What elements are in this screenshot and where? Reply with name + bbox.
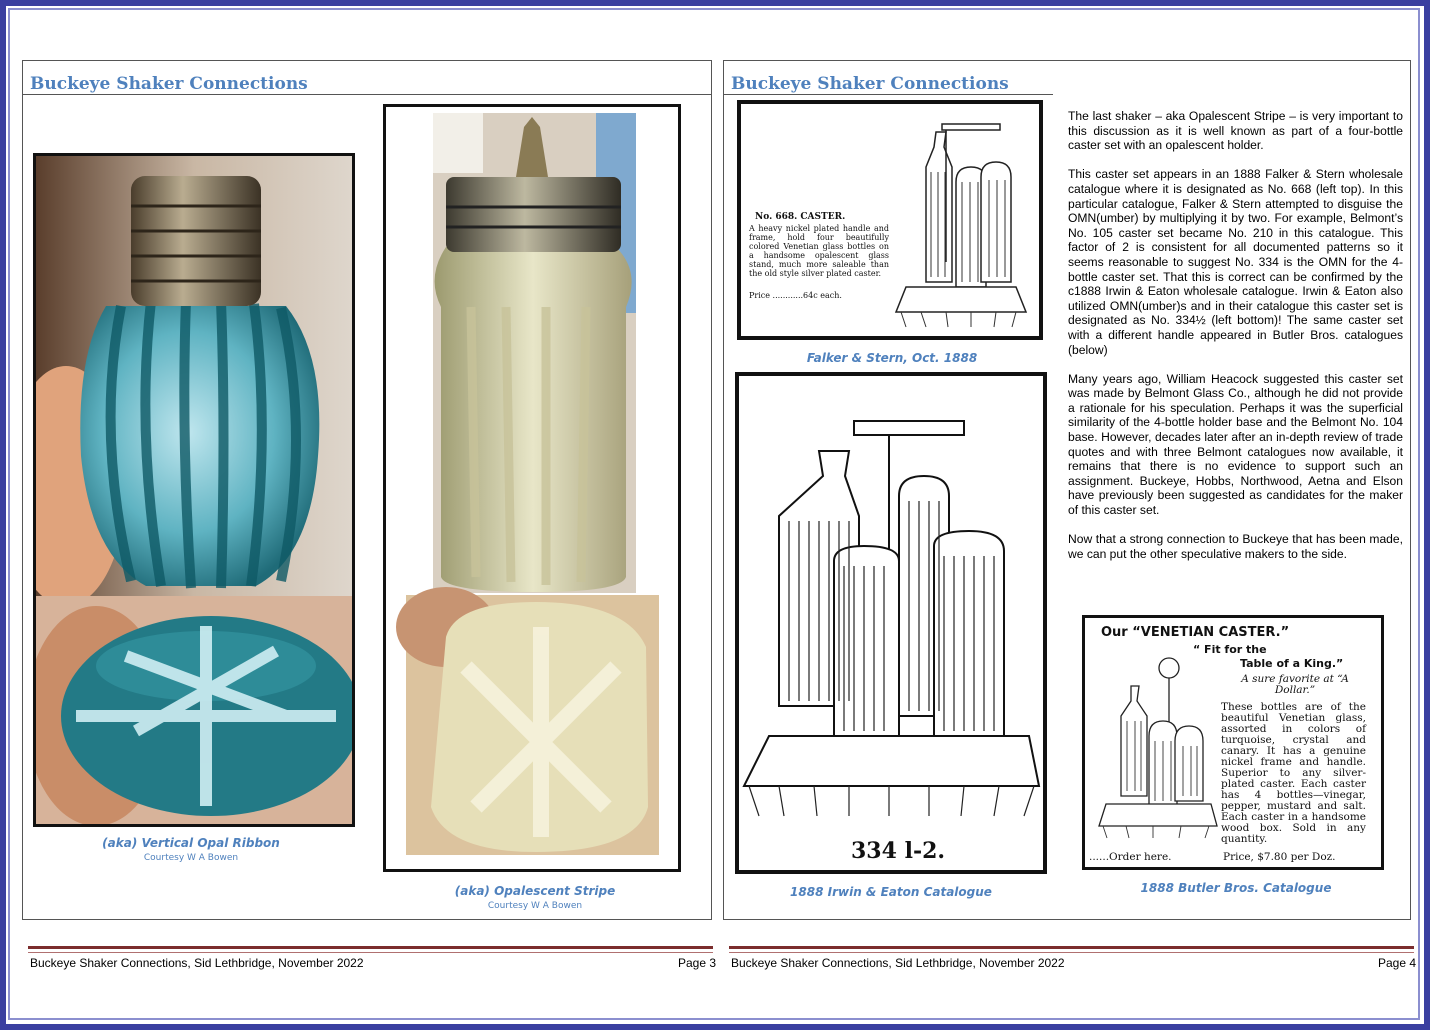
butler-bros-ad bbox=[1082, 615, 1384, 870]
butler-tagline: A sure favorite at “A Dollar.” bbox=[1241, 673, 1349, 696]
photo1-credit: Courtesy W A Bowen bbox=[143, 853, 239, 863]
left-footer-text: Buckeye Shaker Connections, Sid Lethbridge, November 2022 bbox=[30, 956, 364, 970]
irwin-number: 334 l-2. bbox=[851, 838, 946, 864]
right-footer-rule-thin bbox=[729, 952, 1414, 953]
left-header-rule bbox=[22, 94, 711, 95]
photo1-caption: (aka) Vertical Opal Ribbon bbox=[102, 836, 280, 850]
falker-caster-illustration bbox=[886, 112, 1036, 332]
butler-title-line1: Our “VENETIAN CASTER.” bbox=[1101, 625, 1290, 640]
paragraph-1: The last shaker – aka Opalescent Stripe – is very important to this discussion as it is well known as part of a four-bottle caster set with an opalescent holder. bbox=[1068, 109, 1403, 153]
paragraph-2: This caster set appears in an 1888 Falker & Stern wholesale catalogue where it is designated as No. 668 (left top). In this particular catalogue, Falker & Stern attempted to disguise the OMN(umber) by multiplying it by two. For example, Belmont’s No. 105 caster set became No. 210 in this catalogue. This factor of 2 is consistent for all documented patterns so it seems reasonable to suggest No. 334 is the OMN for the 4-bottle caster set. That this is correct can be confirmed by the c1888 Irwin & Eaton wholesale catalogue. Irwin & Eaton also utilized OMN(umber)s and in their catalogue this caster set is designated as No. 334½ (left bottom)! The same caster set with a different handle appeared in Butler Bros. catalogues (below) bbox=[1068, 167, 1403, 357]
butler-price: Price, $7.80 per Doz. bbox=[1223, 851, 1336, 863]
paragraph-4: Now that a strong connection to Buckeye that has been made, we can put the other speculative makers to the side. bbox=[1068, 532, 1403, 561]
article-body bbox=[1068, 109, 1403, 576]
right-page-number: Page 4 bbox=[1378, 956, 1417, 970]
right-footer-text: Buckeye Shaker Connections, Sid Lethbridge, November 2022 bbox=[731, 956, 1065, 970]
photo-vertical-opal-ribbon bbox=[33, 153, 355, 827]
left-footer-rule-thin bbox=[28, 952, 713, 953]
butler-title-line3: Table of a King.” bbox=[1240, 657, 1344, 670]
right-header-rule bbox=[723, 94, 1053, 95]
irwin-caption: 1888 Irwin & Eaton Catalogue bbox=[790, 885, 992, 899]
butler-caption: 1888 Butler Bros. Catalogue bbox=[1140, 881, 1332, 895]
irwin-caster-illustration bbox=[739, 376, 1043, 870]
falker-ad-heading: No. 668. CASTER. bbox=[755, 212, 846, 222]
shaker-opalescent-illustration bbox=[386, 107, 678, 869]
right-page-title: Buckeye Shaker Connections bbox=[731, 74, 1009, 94]
falker-stern-ad bbox=[737, 100, 1043, 340]
photo-opalescent-stripe bbox=[383, 104, 681, 872]
right-footer-rule bbox=[729, 946, 1414, 949]
left-page-number: Page 3 bbox=[678, 956, 717, 970]
shaker-blue-illustration bbox=[36, 156, 352, 824]
left-footer-rule bbox=[28, 946, 713, 949]
falker-ad-body: A heavy nickel plated handle and frame, hold four beautifully colored Venetian glass bottles on a handsome opalescent glass stand, much more saleable than the old style silver plated caster. bbox=[749, 224, 889, 278]
butler-body: These bottles are of the beautiful Venetian glass, assorted in colors of turquoise, crystal and canary. It has a genuine nickel frame and handle. Superior to any silver-plated caster. Each caster has 4 bottles—vinegar, pepper, mustard and salt. Each caster in a handsome wood box. Sold in any quantity. bbox=[1221, 701, 1366, 845]
irwin-eaton-ad bbox=[735, 372, 1047, 874]
butler-title-line2: “ Fit for the bbox=[1193, 643, 1267, 656]
falker-ad-price: Price ............64c each. bbox=[749, 291, 842, 300]
butler-order: ......Order here. bbox=[1089, 851, 1172, 863]
paragraph-3: Many years ago, William Heacock suggested this caster set was made by Belmont Glass Co., although he did not provide a rationale for his speculation. Perhaps it was the superficial similarity of the 4-bottle holder base and the Belmont No. 104 base. However, decades later after an in-depth review of trade quotes and with three Belmont catalogues now available, it remains that there is no evidence to support such an assignment. Buckeye, Hobbs, Northwood, Aetna and Elson have previously been suggested as candidates for the maker of this caster set. bbox=[1068, 371, 1403, 518]
falker-caption: Falker & Stern, Oct. 1888 bbox=[806, 351, 978, 365]
photo2-credit: Courtesy W A Bowen bbox=[487, 901, 583, 911]
left-page-title: Buckeye Shaker Connections bbox=[30, 74, 308, 94]
photo2-caption: (aka) Opalescent Stripe bbox=[454, 884, 616, 898]
butler-caster-illustration bbox=[1091, 656, 1221, 841]
